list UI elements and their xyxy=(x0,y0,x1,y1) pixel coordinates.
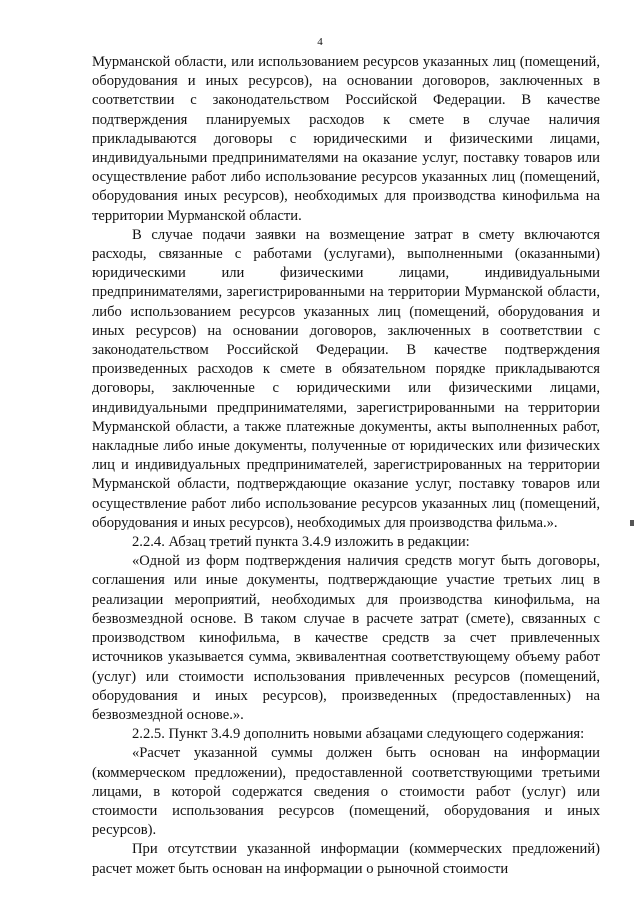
document-body xyxy=(92,53,600,879)
paragraph-4: «Одной из форм подтверждения наличия средств могут быть договоры, соглашения или иные документы, подтверждающие участие третьих лиц в реализации мероприятий, необходимых для производства кинофильма, на безвозмездной основе. В таком случае в расчете затрат (смете), связанных с производством кинофильма, в качестве средств за счет привлеченных источников указывается сумма, эквивалентная соответствующему объему работ (услуг) или стоимости использования привлеченных ресурсов (помещений, оборудования и иных ресурсов), произведенных (предоставленных) на безвозмездной основе.». xyxy=(92,553,600,723)
page-number: 4 xyxy=(317,36,323,48)
paragraph-7: При отсутствии указанной информации (коммерческих предложений) расчет может быть основан на информации о рыночной стоимости xyxy=(92,841,600,877)
paragraph-1: Мурманской области, или использованием ресурсов указанных лиц (помещений, оборудования и иных ресурсов), на основании договоров, заключенных в соответствии с законодательством Российской Федерации. В качестве подтверждения планируемых расходов к смете в случае наличия прикладываются договоры с юридическими и физическими лицами, индивидуальными предпринимателями на оказание услуг, поставку товаров или осуществление работ либо использование ресурсов указанных лиц (помещений, оборудования иных ресурсов), необходимых для производства кинофильма на территории Мурманской области. xyxy=(92,54,600,224)
paragraph-2: В случае подачи заявки на возмещение затрат в смету включаются расходы, связанные с работами (услугами), выполненными (оказанными) юридическими или физическими лицами, индивидуальными предпринимателями, зарегистрированными на территории Мурманской области, либо использованием ресурсов указанных лиц (помещений, оборудования и иных ресурсов) на основании договоров, заключенных в соответствии с законодательством Российской Федерации. В качестве подтверждения произведенных расходов к смете в обязательном порядке прикладываются договоры, заключенные с юридическими или физическими лицами, индивидуальными предпринимателями, зарегистрированными на территории Мурманской области, а также платежные документы, акты выполненных работ, накладные либо иные документы, полученные от юридических или физических лиц и индивидуальных предпринимателей, зарегистрированных на территории Мурманской области, подтверждающие оказание услуг, поставку товаров или осуществление работ либо использование ресурсов указанных лиц (помещений, оборудования и иных ресурсов), необходимых для производства фильма.». xyxy=(92,226,600,531)
paragraph-6: «Расчет указанной суммы должен быть основан на информации (коммерческом предложении), предоставленной соответствующими третьими лицами, в которой содержатся сведения о стоимости работ (услуг) или стоимости использования ресурсов (помещений, оборудования и иных ресурсов). xyxy=(92,745,600,839)
paragraph-3: 2.2.4. Абзац третий пункта 3.4.9 изложить в редакции: xyxy=(132,534,470,551)
scan-mark xyxy=(630,520,634,526)
paragraph-5: 2.2.5. Пункт 3.4.9 дополнить новыми абзацами следующего содержания: xyxy=(132,726,585,743)
